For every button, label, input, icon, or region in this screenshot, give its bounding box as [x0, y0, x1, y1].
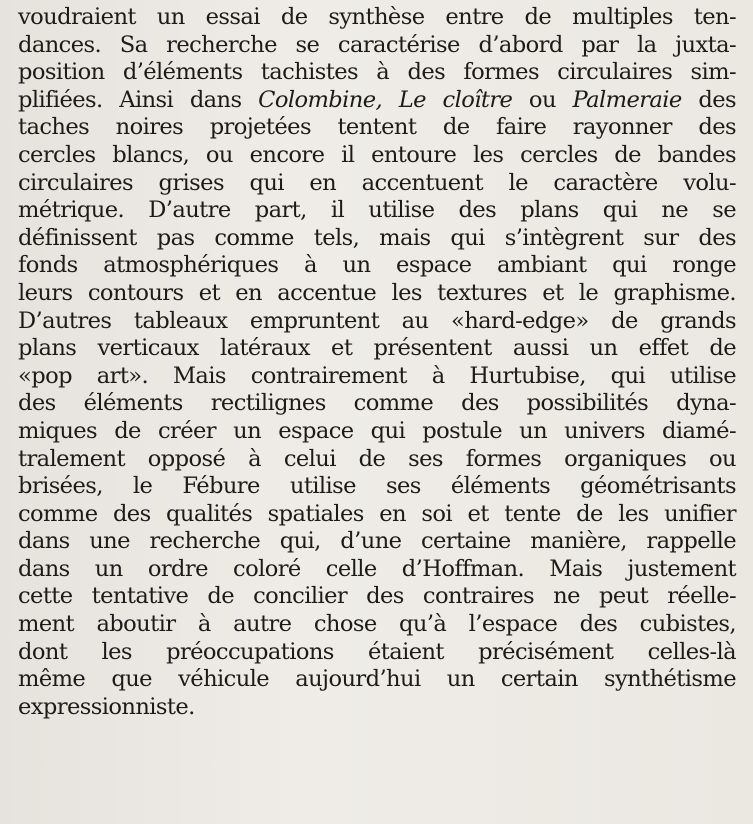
text-segment: dont les préoccupations étaient précisément celles-là: [18, 638, 736, 665]
text-page: [18, 4, 736, 721]
text-line: [18, 390, 736, 418]
text-line: [18, 142, 736, 170]
text-segment: miques de créer un espace qui postule un univers diamé-: [18, 417, 736, 444]
text-segment: ou: [512, 86, 573, 113]
text-segment: position d’éléments tachistes à des formes circulaires sim-: [18, 59, 736, 86]
text-segment: brisées, le Fébure utilise ses éléments géométrisants: [18, 473, 736, 500]
text-segment: voudraient un essai de synthèse entre de multiples ten-: [18, 4, 736, 30]
text-segment: [382, 87, 399, 113]
text-line: [18, 694, 736, 722]
text-segment: dans une recherche qui, d’une certaine manière, rappelle: [18, 528, 736, 555]
text-segment: D’autres tableaux empruntent au «hard-edge» de grands: [18, 307, 736, 334]
italic-title: Le cloître: [398, 86, 513, 113]
text-line: [18, 87, 736, 115]
text-segment: des: [681, 86, 736, 113]
text-line: [18, 446, 736, 474]
text-line: [18, 197, 736, 225]
text-segment: tralement opposé à celui de ses formes organiques ou: [18, 445, 736, 472]
text-segment: comme des qualités spatiales en soi et tente de les unifier: [18, 500, 736, 527]
text-line: [18, 280, 736, 308]
text-line: [18, 639, 736, 667]
text-line: [18, 473, 736, 501]
text-segment: taches noires projetées tentent de faire rayonner des: [18, 114, 736, 141]
italic-title: Palmeraie: [572, 86, 682, 113]
text-line: [18, 114, 736, 142]
text-segment: cercles blancs, ou encore il entoure les cercles de bandes: [18, 141, 736, 168]
text-line: [18, 611, 736, 639]
text-segment: plifiées. Ainsi dans: [18, 86, 259, 113]
text-line: [18, 170, 736, 198]
text-segment: plans verticaux latéraux et présentent aussi un effet de: [18, 335, 736, 362]
text-line: [18, 59, 736, 87]
text-line: [18, 528, 736, 556]
text-line: [18, 583, 736, 611]
text-segment: définissent pas comme tels, mais qui s’intègrent sur des: [18, 224, 736, 251]
text-segment: des éléments rectilignes comme des possibilités dyna-: [18, 390, 736, 417]
italic-title: Colombine,: [258, 86, 383, 113]
text-segment: expressionniste.: [18, 693, 195, 720]
text-segment: dances. Sa recherche se caractérise d’abord par la juxta-: [18, 31, 736, 58]
body-paragraph: [18, 4, 736, 721]
text-segment: métrique. D’autre part, il utilise des plans qui ne se: [18, 197, 736, 224]
text-line: [18, 225, 736, 253]
text-line: [18, 666, 736, 694]
text-line: [18, 363, 736, 391]
text-line: [18, 308, 736, 336]
text-line: [18, 418, 736, 446]
text-segment: cette tentative de concilier des contraires ne peut réelle-: [18, 583, 736, 610]
text-line: [18, 252, 736, 280]
text-line: [18, 4, 736, 32]
text-line: [18, 32, 736, 60]
text-segment: même que véhicule aujourd’hui un certain synthétisme: [18, 666, 736, 693]
text-segment: circulaires grises qui en accentuent le caractère volu-: [18, 169, 736, 196]
text-segment: fonds atmosphériques à un espace ambiant qui ronge: [18, 252, 736, 279]
text-segment: dans un ordre coloré celle d’Hoffman. Mais justement: [18, 555, 736, 582]
text-segment: ment aboutir à autre chose qu’à l’espace des cubistes,: [18, 611, 736, 638]
text-segment: leurs contours et en accentue les textures et le graphisme.: [18, 279, 736, 306]
text-line: [18, 335, 736, 363]
text-segment: «pop art». Mais contrairement à Hurtubise, qui utilise: [18, 362, 736, 389]
text-line: [18, 556, 736, 584]
text-line: [18, 501, 736, 529]
